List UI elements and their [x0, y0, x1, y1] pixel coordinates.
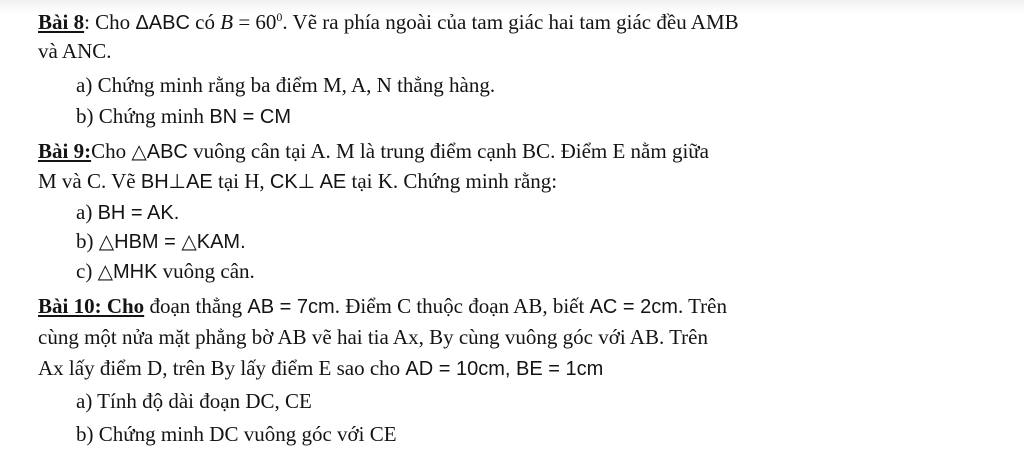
bai10-heading: Bài 10: Cho — [38, 294, 145, 318]
bai9-part-b: b) △HBM = △KAM. — [76, 229, 246, 253]
bai10-part-a: a) Tính độ dài đoạn DC, CE — [76, 389, 312, 413]
bai8-heading: Bài 8 — [38, 10, 85, 34]
bai9-heading: Bài 9: — [38, 139, 92, 163]
bai10-line2: cùng một nửa mặt phẳng bờ AB vẽ hai tia Ax, By cùng vuông góc với AB. Trên — [38, 325, 708, 349]
bai9-part-c: c) △MHK vuông cân. — [76, 259, 255, 283]
bai10-line1: Bài 10: Cho đoạn thẳng AB = 7cm. Điểm C thuộc đoạn AB, biết AC = 2cm. Trên — [38, 294, 727, 318]
bai9-line1: Bài 9:Cho △ABC vuông cân tại A. M là trung điểm cạnh BC. Điểm E nằm giữa — [38, 139, 709, 163]
bai8-part-a: a) Chứng minh rằng ba điểm M, A, N thẳng hàng. — [76, 73, 496, 97]
bai8-line2: và ANC. — [38, 39, 112, 63]
bai10-part-b: b) Chứng minh DC vuông góc với CE — [76, 422, 397, 446]
bai8-part-b: b) Chứng minh BN = CM — [76, 104, 291, 128]
bai9-line2: M và C. Vẽ BH⊥AE tại H, CK⊥ AE tại K. Chứng minh rằng: — [38, 169, 558, 193]
bai8-line1: Bài 8: Cho ΔABC có $B = 60^0$. Vẽ ra phía ngoài của tam giác hai tam giác đều AMB — [38, 10, 739, 34]
bai9-part-a: a) BH = AK. — [76, 200, 180, 224]
triangle-abc: ΔABC — [135, 12, 190, 34]
bai10-line3: Ax lấy điểm D, trên By lấy điểm E sao cho AD = 10cm, BE = 1cm — [38, 356, 604, 380]
